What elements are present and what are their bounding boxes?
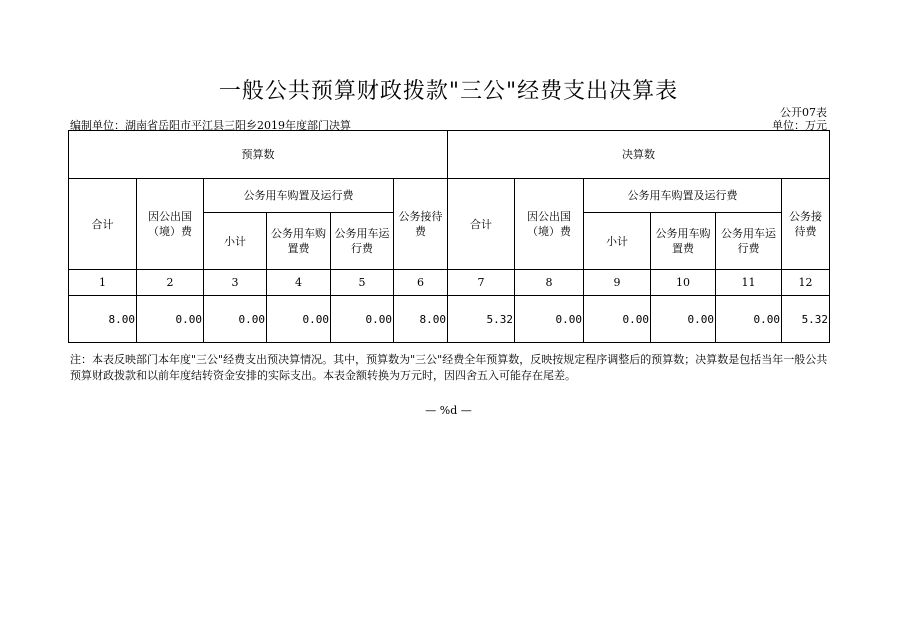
budget-reception-header: 公务接待费 bbox=[394, 179, 448, 270]
budget-vehicle-purchase-header: 公务用车购置费 bbox=[267, 213, 331, 270]
value-cell: 0.00 bbox=[137, 296, 204, 343]
col-number: 2 bbox=[137, 270, 204, 296]
col-number: 6 bbox=[394, 270, 448, 296]
three-public-expenditure-table bbox=[68, 130, 830, 343]
value-cell: 0.00 bbox=[515, 296, 584, 343]
col-number: 12 bbox=[782, 270, 830, 296]
final-reception-header: 公务接待费 bbox=[782, 179, 830, 270]
col-number: 10 bbox=[651, 270, 716, 296]
compiling-unit: 编制单位：湖南省岳阳市平江县三阳乡2019年度部门决算 bbox=[70, 119, 351, 132]
final-vehicle-purchase-header: 公务用车购置费 bbox=[651, 213, 716, 270]
col-number: 9 bbox=[584, 270, 651, 296]
table-note: 注：本表反映部门本年度"三公"经费支出预决算情况。其中，预算数为"三公"经费全年预算数，反映按规定程序调整后的预算数；决算数是包括当年一般公共预算财政拨款和以前年度结转资金安排的实际支出。本表金额转换为万元时，因四舍五入可能存在尾差。 bbox=[70, 353, 828, 382]
value-cell: 0.00 bbox=[651, 296, 716, 343]
col-number: 1 bbox=[69, 270, 137, 296]
final-abroad-header: 因公出国（境）费 bbox=[515, 179, 584, 270]
final-header: 决算数 bbox=[448, 131, 830, 179]
budget-vehicle-operation-header: 公务用车运行费 bbox=[331, 213, 394, 270]
value-cell: 0.00 bbox=[584, 296, 651, 343]
value-cell: 5.32 bbox=[448, 296, 515, 343]
budget-abroad-header: 因公出国（境）费 bbox=[137, 179, 204, 270]
page-number: — %d — bbox=[425, 404, 472, 417]
page-title: 一般公共预算财政拨款"三公"经费支出决算表 bbox=[218, 79, 679, 104]
col-number: 4 bbox=[267, 270, 331, 296]
budget-vehicle-group-header: 公务用车购置及运行费 bbox=[204, 179, 394, 213]
budget-subtotal-header: 小计 bbox=[204, 213, 267, 270]
budget-header: 预算数 bbox=[69, 131, 448, 179]
col-number: 3 bbox=[204, 270, 267, 296]
value-cell: 0.00 bbox=[204, 296, 267, 343]
col-number: 8 bbox=[515, 270, 584, 296]
form-number: 公开07表 bbox=[780, 106, 827, 119]
value-cell: 5.32 bbox=[782, 296, 830, 343]
money-unit: 单位：万元 bbox=[772, 119, 827, 132]
value-cell: 0.00 bbox=[267, 296, 331, 343]
col-number: 7 bbox=[448, 270, 515, 296]
final-vehicle-operation-header: 公务用车运行费 bbox=[716, 213, 782, 270]
final-vehicle-group-header: 公务用车购置及运行费 bbox=[584, 179, 782, 213]
final-total-header: 合计 bbox=[448, 179, 515, 270]
value-cell: 8.00 bbox=[394, 296, 448, 343]
col-number: 11 bbox=[716, 270, 782, 296]
value-cell: 0.00 bbox=[716, 296, 782, 343]
final-subtotal-header: 小计 bbox=[584, 213, 651, 270]
value-cell: 8.00 bbox=[69, 296, 137, 343]
value-cell: 0.00 bbox=[331, 296, 394, 343]
budget-total-header: 合计 bbox=[69, 179, 137, 270]
col-number: 5 bbox=[331, 270, 394, 296]
